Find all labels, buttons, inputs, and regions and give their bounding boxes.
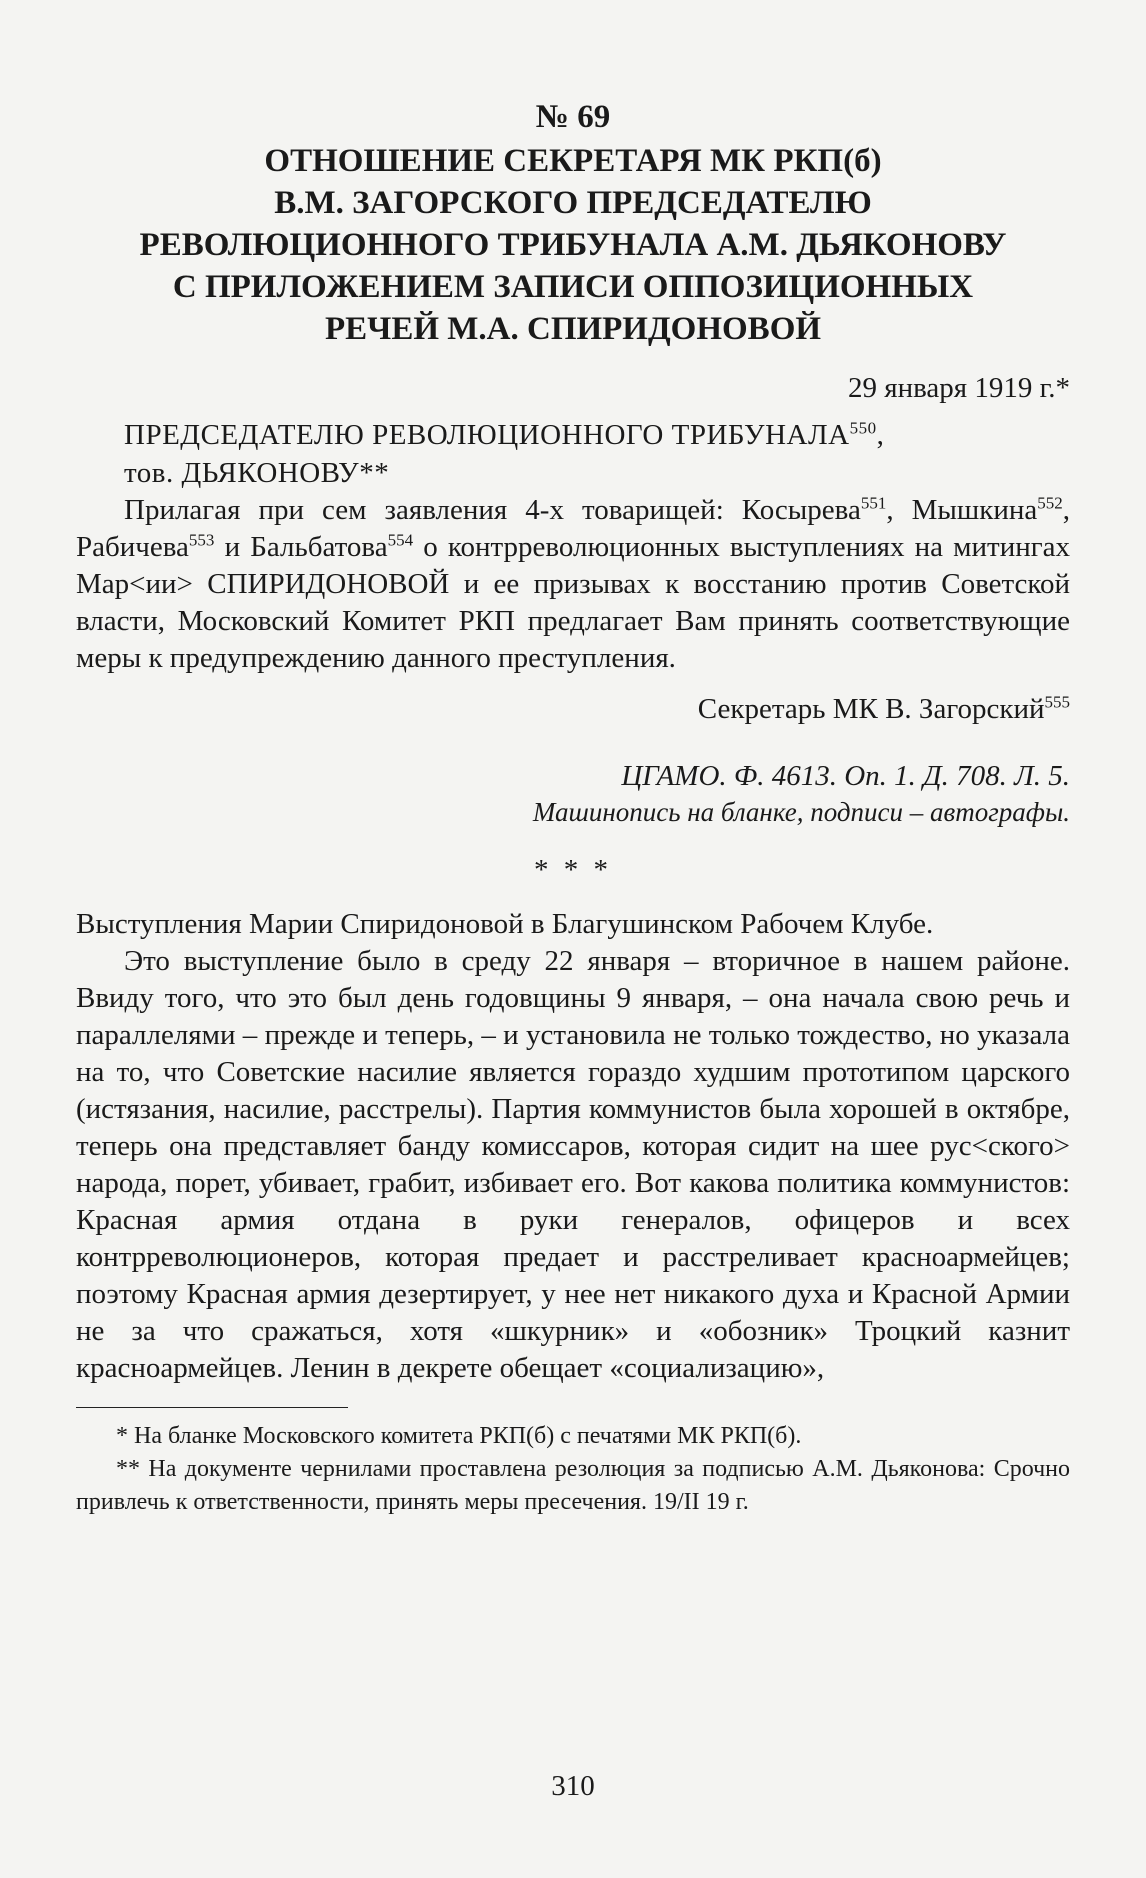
endnote-ref: 552 xyxy=(1037,493,1063,513)
title-line: РЕВОЛЮЦИОННОГО ТРИБУНАЛА А.М. ДЬЯКОНОВУ xyxy=(139,227,1007,263)
title-line: В.М. ЗАГОРСКОГО ПРЕДСЕДАТЕЛЮ xyxy=(274,185,872,221)
date-text: 29 января 1919 г. xyxy=(847,372,1056,404)
addressee-line: тов. ДЬЯКОНОВУ** xyxy=(124,457,390,489)
archive-reference: ЦГАМО. Ф. 4613. Оп. 1. Д. 708. Л. 5. xyxy=(621,760,1070,792)
document-number: № 69 xyxy=(535,99,611,135)
title-line: ОТНОШЕНИЕ СЕКРЕТАРЯ МК РКП(б) xyxy=(264,143,882,179)
addressee-line: ПРЕДСЕДАТЕЛЮ РЕВОЛЮЦИОННОГО ТРИБУНАЛА$^{550}$, xyxy=(124,418,885,451)
document-page xyxy=(76,96,1070,1519)
footnote-divider xyxy=(76,1407,348,1408)
letter-body: Прилагая при сем заявления 4-х товарищей: Косырева$^{551}$, Мышкина$^{552}$, Рабичева$^{553}$ и Бальбатова$^{554}$ о контрреволюционных выступлениях на митингах Мар<ии> СПИРИДОНОВОЙ и ее призывах к восстанию против Советской власти, Московский Комитет РКП предлагает Вам принять соответствующие меры к предупреждению данного преступления. xyxy=(76,493,1070,674)
archive-note: Машинопись на бланке, подписи – автографы. xyxy=(532,797,1070,827)
endnote-ref: 554 xyxy=(387,530,414,550)
document-title xyxy=(76,140,1070,350)
section-separator: * * * xyxy=(534,854,612,886)
addressee xyxy=(76,416,1070,492)
footnote-mark: ** xyxy=(359,457,390,489)
attachment-text: Это выступление было в среду 22 января – вторичное в нашем районе. Ввиду того, что это был день годовщины 9 января, – она начала свою речь и параллелями – прежде и теперь, – и установила не только тождество, но указала на то, что Советские насилие является гораздо худшим прототипом царского (истязания, насилие, расстрелы). Партия коммунистов была хорошей в октябре, теперь она представляет банду комиссаров, которая сидит на шее рус<ского> народа, порет, убивает, грабит, избивает его. Вот какова политика коммунистов: Красная армия отдана в руки генералов, офицеров и всех контрреволюционеров, которая предает и расстреливает красноармейцев; поэтому Красная армия дезертирует, у нее нет никакого духа и Красной Армии не за что сражаться, хотя «шкурник» и «обозник» Троцкий казнит красноармейцев. Ленин в декрете обещает «социализацию», xyxy=(76,945,1070,1384)
footnote: * На бланке Московского комитета РКП(б) с печатями МК РКП(б). xyxy=(116,1423,802,1449)
footnote: ** На документе чернилами проставлена резолюция за подписью А.М. Дьяконова: Срочно привлечь к ответственности, принять меры пресечения. 19/II 19 г. xyxy=(76,1456,1070,1515)
attachment-title: Выступления Марии Спиридоновой в Благушинском Рабочем Клубе. xyxy=(76,908,934,940)
page-number: 310 xyxy=(551,1770,595,1802)
endnote-ref: 551 xyxy=(860,493,887,513)
title-line: РЕЧЕЙ М.А. СПИРИДОНОВОЙ xyxy=(324,311,822,347)
endnote-ref: 550 xyxy=(849,418,877,438)
title-line: С ПРИЛОЖЕНИЕМ ЗАПИСИ ОППОЗИЦИОННЫХ xyxy=(172,269,974,305)
endnote-ref: 555 xyxy=(1044,692,1070,712)
signature: Секретарь МК В. Загорский$^{555}$ xyxy=(697,692,1070,725)
document-date xyxy=(76,370,1070,406)
footnote-mark: * xyxy=(1055,372,1070,404)
endnote-ref: 553 xyxy=(188,530,215,550)
